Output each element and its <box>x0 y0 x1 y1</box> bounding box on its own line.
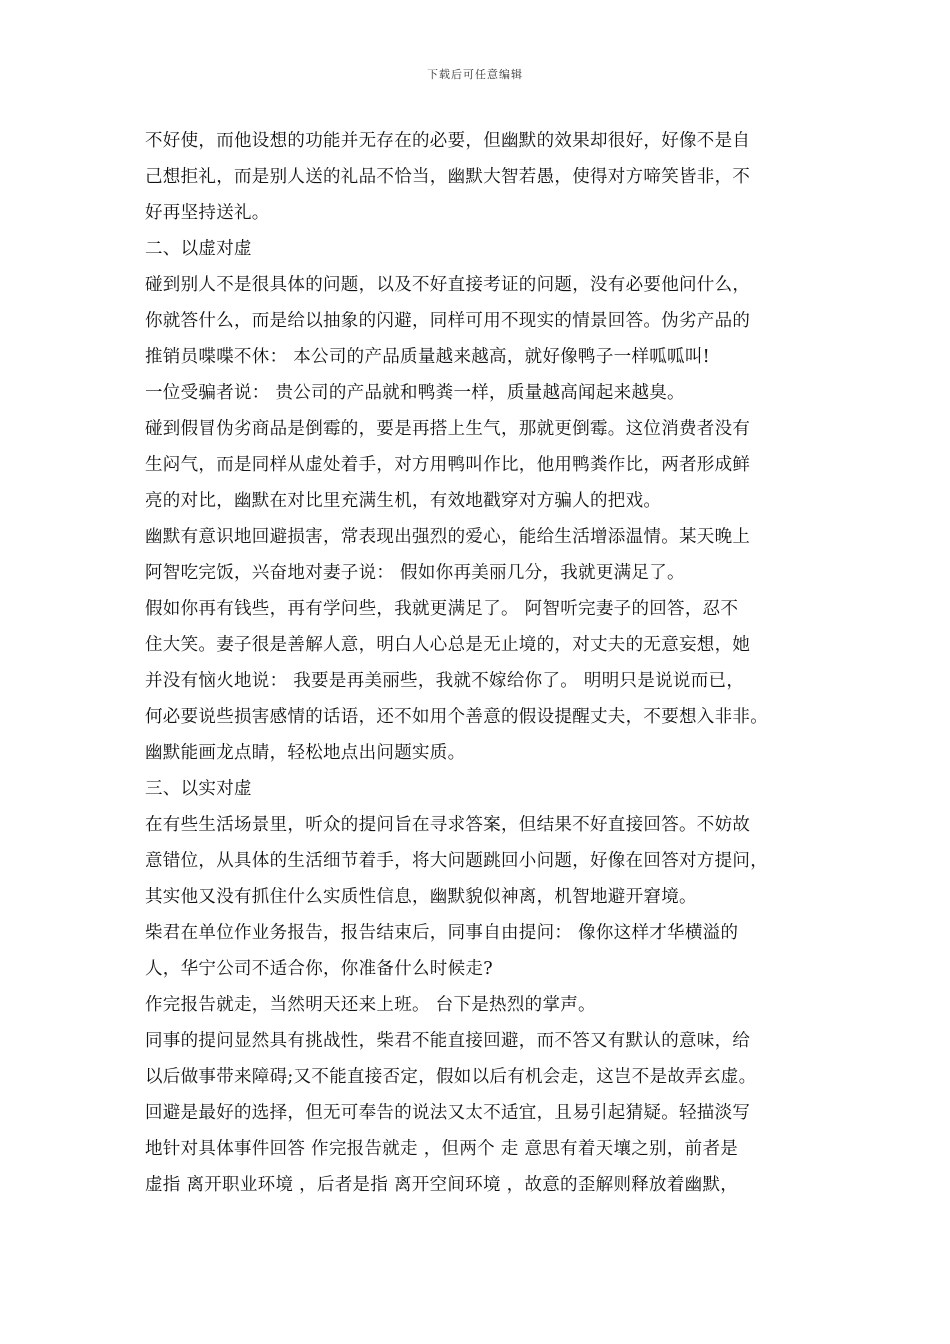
section-heading: 二、以虚对虚 <box>145 239 252 259</box>
text-line: 以后做事带来障碍;又不能直接否定，假如以后有机会走，这岂不是故弄玄虚。 <box>145 1067 757 1087</box>
page-header: 下载后可任意编辑 <box>427 68 523 81</box>
text-line: 碰到假冒伪劣商品是倒霉的，要是再搭上生气，那就更倒霉。这位消费者没有 <box>145 419 751 439</box>
text-line: 己想拒礼，而是别人送的礼品不恰当，幽默大智若愚，使得对方啼笑皆非，不 <box>145 167 751 187</box>
text-line: 其实他又没有抓住什么实质性信息，幽默貌似神离，机智地避开窘境。 <box>145 887 697 907</box>
text-line: 亮的对比，幽默在对比里充满生机，有效地戳穿对方骗人的把戏。 <box>145 491 662 511</box>
text-line: 推销员喋喋不休： 本公司的产品质量越来越高，就好像鸭子一样呱呱叫! <box>145 347 710 367</box>
text-line: 幽默有意识地回避损害，常表现出强烈的爱心，能给生活增添温情。某天晚上 <box>145 527 751 547</box>
section-heading: 三、以实对虚 <box>145 779 252 799</box>
text-line: 一位受骗者说： 贵公司的产品就和鸭粪一样，质量越高闻起来越臭。 <box>145 383 685 403</box>
text-line: 阿智吃完饭，兴奋地对妻子说： 假如你再美丽几分，我就更满足了。 <box>145 563 685 583</box>
text-line: 在有些生活场景里，听众的提问旨在寻求答案，但结果不好直接回答。不妨故 <box>145 815 751 835</box>
text-line: 并没有恼火地说： 我要是再美丽些，我就不嫁给你了。 明明只是说说而已， <box>145 671 745 691</box>
text-line: 人，华宁公司不适合你，你准备什么时候走? <box>145 959 493 979</box>
text-line: 幽默能画龙点睛，轻松地点出问题实质。 <box>145 743 466 763</box>
text-line: 生闷气，而是同样从虚处着手，对方用鸭叫作比，他用鸭粪作比，两者形成鲜 <box>145 455 751 475</box>
text-line: 你就答什么，而是给以抽象的闪避，同样可用不现实的情景回答。伪劣产品的 <box>145 311 751 331</box>
text-line: 意错位，从具体的生活细节着手，将大问题跳回小问题，好像在回答对方提问， <box>145 851 768 871</box>
text-line: 碰到别人不是很具体的问题，以及不好直接考证的问题，没有必要他问什么， <box>145 275 751 295</box>
document-body <box>145 123 825 1203</box>
text-line: 住大笑。妻子很是善解人意，明白人心总是无止境的，对丈夫的无意妄想，她 <box>145 635 751 655</box>
text-line: 何必要说些损害感情的话语，还不如用个善意的假设提醒丈夫，不要想入非非。 <box>145 707 768 727</box>
text-line: 不好使，而他设想的功能并无存在的必要，但幽默的效果却很好，好像不是自 <box>145 131 751 151</box>
text-line: 虚指 离开职业环境 ，后者是指 离开空间环境 ，故意的歪解则释放着幽默， <box>145 1175 739 1195</box>
text-line: 作完报告就走，当然明天还来上班。 台下是热烈的掌声。 <box>145 995 596 1015</box>
text-line: 回避是最好的选择，但无可奉告的说法又太不适宜，且易引起猜疑。轻描淡写 <box>145 1103 751 1123</box>
text-line: 同事的提问显然具有挑战性，柴君不能直接回避，而不答又有默认的意味，给 <box>145 1031 751 1051</box>
text-line: 假如你再有钱些，再有学问些，我就更满足了。 阿智听完妻子的回答，忍不 <box>145 599 739 619</box>
text-line: 柴君在单位作业务报告，报告结束后，同事自由提问： 像你这样才华横溢的 <box>145 923 739 943</box>
text-line: 地针对具体事件回答 作完报告就走 ，但两个 走 意思有着天壤之别，前者是 <box>145 1139 739 1159</box>
text-line: 好再坚持送礼。 <box>145 203 270 223</box>
